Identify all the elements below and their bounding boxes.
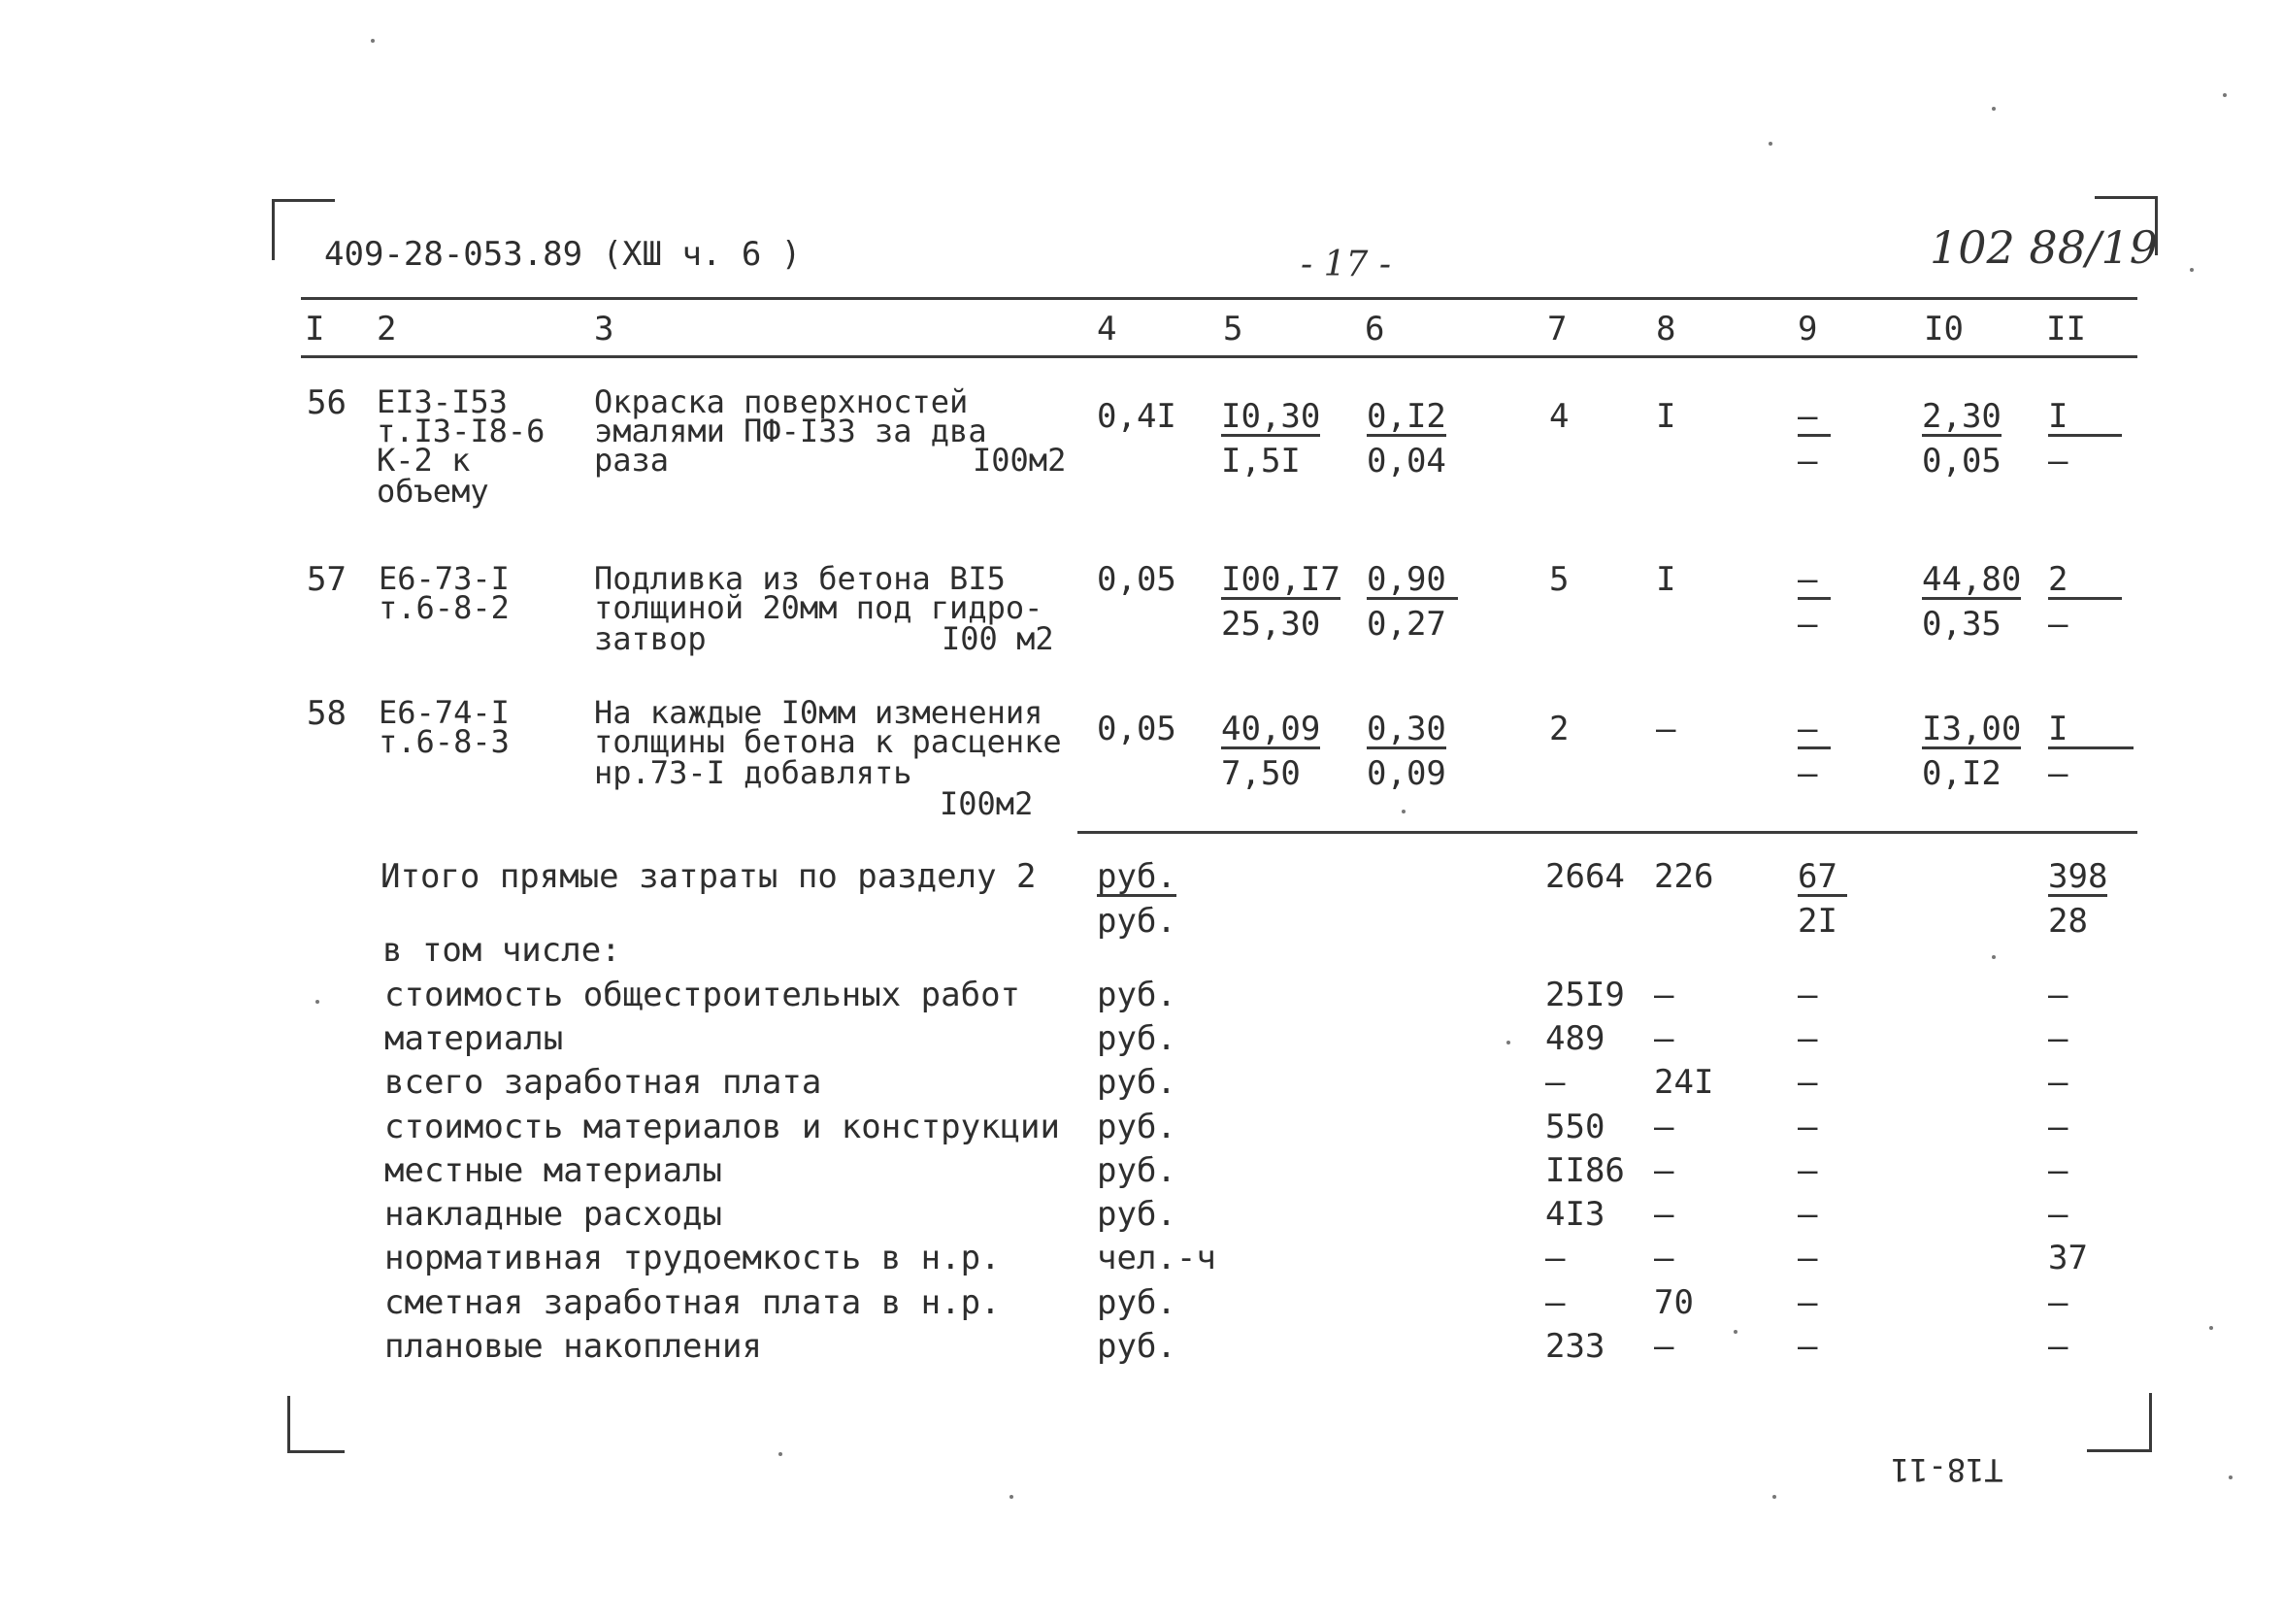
- total-label: Итого прямые затраты по разделу 2: [380, 857, 1037, 896]
- scan-speck: [1402, 810, 1406, 813]
- row-code-line: т.I3-I8-6: [377, 413, 546, 449]
- row-code-line: объему: [377, 473, 489, 510]
- cell-col6-top: 0,30: [1367, 710, 1446, 748]
- breakdown-label: нормативная трудоемкость в н.р.: [384, 1239, 1001, 1277]
- row-description-line: толщины бетона к расценке: [594, 723, 1062, 760]
- breakdown-col11: –: [2048, 1019, 2068, 1058]
- cell-col9-top: –: [1798, 713, 1831, 749]
- breakdown-col8: –: [1654, 976, 1674, 1014]
- cell-col8: –: [1656, 710, 1676, 748]
- breakdown-col8: –: [1654, 1239, 1674, 1277]
- row-description-line: На каждые I0мм изменения: [594, 694, 1043, 731]
- header-bottom-rule: [301, 355, 2137, 358]
- row-unit: I00м2: [940, 785, 1034, 822]
- breakdown-col7: –: [1545, 1283, 1566, 1322]
- breakdown-col9: –: [1798, 1108, 1818, 1146]
- header-top-rule: [301, 297, 2137, 300]
- row-description-line: толщиной 20мм под гидро-: [594, 589, 1043, 626]
- cell-col5-top: I00,I7: [1221, 560, 1340, 599]
- breakdown-unit: руб.: [1097, 1063, 1176, 1102]
- cell-col7: 2: [1549, 710, 1570, 748]
- breakdown-col7: –: [1545, 1239, 1566, 1277]
- column-number: 4: [1097, 310, 1117, 348]
- breakdown-col8: –: [1654, 1195, 1674, 1234]
- breakdown-unit: руб.: [1097, 1327, 1176, 1366]
- breakdown-col7: 233: [1545, 1327, 1605, 1366]
- row-code-line: E6-74-I: [379, 694, 510, 731]
- breakdown-col9: –: [1798, 1063, 1818, 1102]
- row-code-line: EI3-I53: [377, 383, 508, 420]
- column-number: 6: [1365, 310, 1385, 348]
- total-col11-bottom: 28: [2048, 902, 2088, 941]
- cell-col4: 0,4I: [1097, 397, 1176, 436]
- cell-col11-bottom: –: [2048, 442, 2068, 481]
- breakdown-label: стоимость общестроительных работ: [384, 976, 1021, 1014]
- scan-speck: [2190, 268, 2194, 272]
- cell-col11-bottom: –: [2048, 754, 2068, 793]
- breakdown-col7: –: [1545, 1063, 1566, 1102]
- scan-speck: [315, 1000, 319, 1004]
- column-number: 9: [1798, 310, 1818, 348]
- document-code: 409-28-053.89 (XШ ч. 6 ): [324, 235, 802, 274]
- cell-col6-top: 0,I2: [1367, 397, 1446, 436]
- total-rule: [1077, 831, 2137, 834]
- scan-speck: [1992, 107, 1996, 111]
- breakdown-col11: –: [2048, 976, 2068, 1014]
- scan-speck: [1734, 1330, 1737, 1334]
- row-number: 58: [307, 694, 347, 733]
- breakdown-label: накладные расходы: [384, 1195, 722, 1234]
- breakdown-col9: –: [1798, 1283, 1818, 1322]
- total-unit-top: руб.: [1097, 857, 1176, 896]
- cell-col10-top: 2,30: [1922, 397, 2002, 436]
- breakdown-col7: 550: [1545, 1108, 1605, 1146]
- breakdown-label: сметная заработная плата в н.р.: [384, 1283, 1001, 1322]
- column-number: 8: [1656, 310, 1676, 348]
- column-number: 7: [1547, 310, 1568, 348]
- cell-col10-bottom: 0,35: [1922, 605, 2002, 644]
- frame-corner-bottom-right: [2087, 1393, 2152, 1452]
- cell-col11-bottom: –: [2048, 605, 2068, 644]
- row-description-line: Подливка из бетона BI5: [594, 560, 1006, 597]
- breakdown-unit: чел.-ч: [1097, 1239, 1216, 1277]
- row-number: 56: [307, 383, 347, 422]
- handwritten-number: 102 88/19: [1930, 221, 2158, 274]
- cell-col4: 0,05: [1097, 710, 1176, 748]
- breakdown-unit: руб.: [1097, 1283, 1176, 1322]
- breakdown-col9: –: [1798, 976, 1818, 1014]
- breakdown-unit: руб.: [1097, 1019, 1176, 1058]
- breakdown-col9: –: [1798, 1195, 1818, 1234]
- cell-col4: 0,05: [1097, 560, 1176, 599]
- cell-col6-bottom: 0,09: [1367, 754, 1446, 793]
- breakdown-col11: –: [2048, 1108, 2068, 1146]
- breakdown-col7: 25I9: [1545, 976, 1625, 1014]
- breakdown-label: стоимость материалов и конструкции: [384, 1108, 1060, 1146]
- breakdown-unit: руб.: [1097, 1108, 1176, 1146]
- cell-col11-top: I: [2048, 400, 2122, 437]
- cell-col11-top: 2: [2048, 563, 2122, 600]
- cell-col8: I: [1656, 560, 1676, 599]
- cell-col9-top: –: [1798, 400, 1831, 437]
- total-col11-top: 398: [2048, 857, 2108, 896]
- row-description-line: нр.73-I добавлять: [594, 754, 912, 791]
- row-number: 57: [307, 560, 347, 599]
- row-unit: I00 м2: [942, 620, 1054, 657]
- breakdown-col11: –: [2048, 1283, 2068, 1322]
- scan-speck: [2209, 1326, 2213, 1330]
- breakdown-col8: –: [1654, 1151, 1674, 1190]
- breakdown-col11: –: [2048, 1195, 2068, 1234]
- frame-corner-bottom-left: [287, 1396, 345, 1453]
- breakdown-label: всего заработная плата: [384, 1063, 822, 1102]
- row-description-line: Окраска поверхностей: [594, 383, 969, 420]
- column-number: I: [305, 310, 325, 348]
- breakdown-col9: –: [1798, 1019, 1818, 1058]
- breakdown-col7: II86: [1545, 1151, 1625, 1190]
- cell-col7: 5: [1549, 560, 1570, 599]
- breakdown-unit: руб.: [1097, 976, 1176, 1014]
- cell-col9-bottom: –: [1798, 442, 1818, 481]
- cell-col5-top: I0,30: [1221, 397, 1321, 436]
- row-unit: I00м2: [973, 442, 1067, 479]
- column-number: II: [2046, 310, 2086, 348]
- breakdown-col8: –: [1654, 1108, 1674, 1146]
- cell-col10-bottom: 0,05: [1922, 442, 2002, 481]
- row-description-line: затвор: [594, 620, 707, 657]
- column-number: 5: [1223, 310, 1243, 348]
- row-code-line: т.6-8-2: [379, 589, 510, 626]
- page-number: - 17 -: [1301, 245, 1392, 284]
- cell-col5-top: 40,09: [1221, 710, 1321, 748]
- cell-col5-bottom: 7,50: [1221, 754, 1301, 793]
- breakdown-col8: –: [1654, 1019, 1674, 1058]
- row-description-line: эмалями ПФ-I33 за два: [594, 413, 987, 449]
- row-code-line: К-2 к: [377, 442, 471, 479]
- row-code-line: т.6-8-3: [379, 723, 510, 760]
- scan-speck: [1769, 142, 1772, 146]
- breakdown-label: материалы: [384, 1019, 564, 1058]
- breakdown-label: местные материалы: [384, 1151, 722, 1190]
- cell-col9-bottom: –: [1798, 605, 1818, 644]
- cell-col6-top: 0,90: [1367, 563, 1458, 600]
- total-col7: 2664: [1545, 857, 1625, 896]
- cell-col5-bottom: I,5I: [1221, 442, 1301, 481]
- cell-col6-bottom: 0,04: [1367, 442, 1446, 481]
- scan-speck: [1772, 1495, 1776, 1499]
- scan-speck: [2229, 1475, 2233, 1479]
- cell-col8: I: [1656, 397, 1676, 436]
- total-col9-bottom: 2I: [1798, 902, 1837, 941]
- column-number: 2: [377, 310, 397, 348]
- total-col9-top: 67: [1798, 860, 1847, 897]
- breakdown-col9: –: [1798, 1239, 1818, 1277]
- breakdown-col11: –: [2048, 1151, 2068, 1190]
- cell-col10-top: I3,00: [1922, 710, 2022, 748]
- scan-speck: [371, 39, 375, 43]
- breakdown-unit: руб.: [1097, 1151, 1176, 1190]
- scan-speck: [1009, 1495, 1013, 1499]
- footer-code: T18-11: [1891, 1451, 2003, 1488]
- cell-col9-bottom: –: [1798, 754, 1818, 793]
- column-number: I0: [1924, 310, 1964, 348]
- total-col8: 226: [1654, 857, 1714, 896]
- breakdown-col8: –: [1654, 1327, 1674, 1366]
- row-description-line: раза: [594, 442, 670, 479]
- cell-col7: 4: [1549, 397, 1570, 436]
- cell-col11-top: I: [2048, 713, 2134, 749]
- scan-speck: [2223, 93, 2227, 97]
- breakdown-col9: –: [1798, 1151, 1818, 1190]
- total-unit-bottom: руб.: [1097, 902, 1176, 941]
- breakdown-col11: 37: [2048, 1239, 2088, 1277]
- breakdown-col9: –: [1798, 1327, 1818, 1366]
- breakdown-label: плановые накопления: [384, 1327, 762, 1366]
- cell-col9-top: –: [1798, 563, 1831, 600]
- column-number: 3: [594, 310, 614, 348]
- cell-col10-bottom: 0,I2: [1922, 754, 2002, 793]
- row-code-line: E6-73-I: [379, 560, 510, 597]
- breakdown-unit: руб.: [1097, 1195, 1176, 1234]
- breakdown-col8: 70: [1654, 1283, 1694, 1322]
- scan-speck: [1506, 1041, 1510, 1044]
- breakdown-col7: 489: [1545, 1019, 1605, 1058]
- breakdown-col11: –: [2048, 1327, 2068, 1366]
- cell-col10-top: 44,80: [1922, 560, 2022, 599]
- including-label: в том числе:: [382, 931, 621, 970]
- scan-speck: [778, 1452, 782, 1456]
- cell-col6-bottom: 0,27: [1367, 605, 1446, 644]
- scan-speck: [1992, 955, 1996, 959]
- breakdown-col7: 4I3: [1545, 1195, 1605, 1234]
- breakdown-col11: –: [2048, 1063, 2068, 1102]
- cell-col5-bottom: 25,30: [1221, 605, 1321, 644]
- breakdown-col8: 24I: [1654, 1063, 1714, 1102]
